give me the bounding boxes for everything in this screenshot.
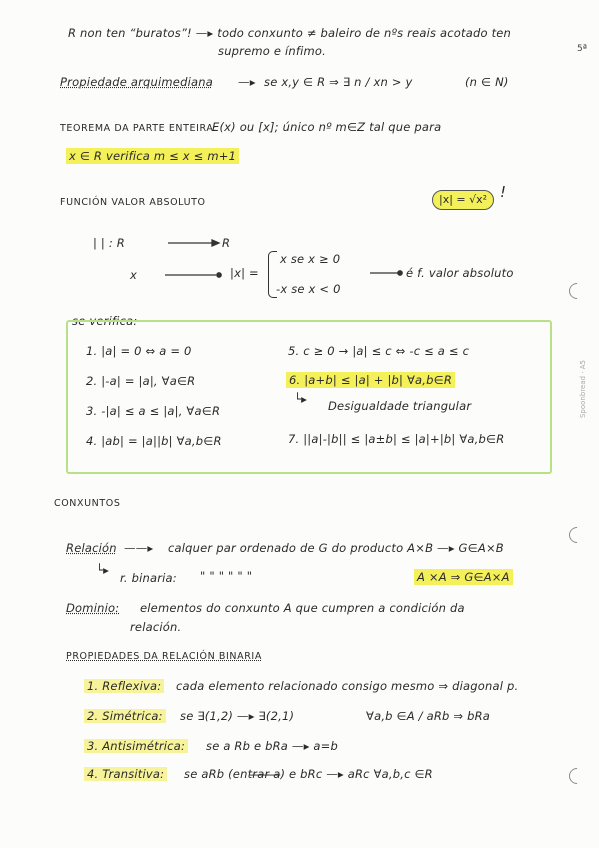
property-6: 6. |a+b| ≤ |a| + |b| ∀a,b∈R — [286, 372, 455, 388]
intro-line-2: supremo e ínfimo. — [218, 44, 327, 58]
property-3: 3. -|a| ≤ a ≤ |a|, ∀a∈R — [86, 404, 221, 418]
binary-arrow: └▸ — [96, 563, 110, 577]
punch-hole — [566, 765, 589, 788]
absolute-value-label: FUNCIÓN VALOR ABSOLUTO — [60, 197, 206, 208]
sets-title: CONXUNTOS — [54, 498, 121, 509]
se-verifica-label: se verifica: — [72, 314, 138, 328]
case-negative: -x se x < 0 — [276, 282, 341, 296]
integer-part-body: E(x) ou [x]; único nº m∈Z tal que para — [212, 120, 442, 134]
map-arrow-top-head — [212, 240, 219, 246]
map-target: R — [222, 236, 231, 250]
property-7: 7. ||a|-|b|| ≤ |a±b| ≤ |a|+|b| ∀a,b∈R — [288, 432, 505, 446]
triangle-note-arrow: └▸ — [294, 392, 308, 406]
integer-part-label: TEOREMA DA PARTE ENTEIRA: — [60, 123, 218, 134]
archimedean-body: se x,y ∈ R ⇒ ∃ n / xn > y — [264, 75, 413, 89]
transitive-body: se aRb (entr̶a̶r̶ ̶a̶) e bRc —▸ aRc ∀a,b,c ∈R — [184, 767, 433, 781]
binary-label: r. binaria: — [120, 571, 177, 585]
domain-label: Dominio: — [66, 601, 120, 615]
absolute-value-description: é f. valor absoluto — [406, 266, 514, 280]
paper-brand-stamp: Spoonbread · A5 — [579, 360, 587, 419]
domain-body-2: relación. — [130, 620, 182, 634]
binary-formula: A ×A ⇒ G∈A×A — [414, 569, 513, 585]
property-2: 2. |-a| = |a|, ∀a∈R — [86, 374, 196, 388]
map-variable: x — [130, 268, 138, 282]
relation-label: Relación — [66, 541, 117, 555]
margin-note: 5ª — [577, 44, 587, 54]
archimedean-label: Propiedade arquimediana — [60, 75, 213, 89]
absolute-value-formula: |x| = √x² — [432, 190, 494, 210]
punch-hole — [566, 280, 589, 303]
binary-ditto: " " " " " " — [200, 569, 253, 583]
relation-arrow: ——▸ — [124, 541, 154, 555]
intro-line-1: R non ten “buratos”! —▸ todo conxunto ≠ baleiro de nºs reais acotado ten — [68, 26, 512, 40]
case-nonnegative: x se x ≥ 0 — [280, 252, 341, 266]
map-definition: | | : R — [93, 236, 125, 250]
archimedean-arrow: —▸ — [238, 75, 256, 89]
property-5: 5. c ≥ 0 → |a| ≤ c ⇔ -c ≤ a ≤ c — [288, 344, 470, 358]
property-4: 4. |ab| = |a||b| ∀a,b∈R — [86, 434, 222, 448]
symmetric-label: 2. Simétrica: — [84, 709, 166, 723]
punch-hole — [566, 524, 589, 547]
reflexive-body: cada elemento relacionado consigo mesmo ⇒ diagonal p. — [176, 679, 519, 693]
antisymmetric-label: 3. Antisimétrica: — [84, 739, 188, 753]
relation-body: calquer par ordenado de G do producto A×B —▸ G∈A×B — [168, 541, 504, 555]
property-6-note: Desigualdade triangular — [328, 399, 472, 413]
symmetric-body: se ∃(1,2) —▸ ∃(2,1) — [180, 709, 295, 723]
symmetric-tail: ∀a,b ∈A / aRb ⇒ bRa — [366, 709, 491, 723]
archimedean-domain: (n ∈ N) — [465, 75, 509, 89]
binary-properties-title: PROPIEDADES DA RELACIÓN BINARIA — [66, 651, 262, 662]
reflexive-label: 1. Reflexiva: — [84, 679, 164, 693]
transitive-label: 4. Transitiva: — [84, 767, 167, 781]
integer-part-condition: x ∈ R verifica m ≤ x ≤ m+1 — [66, 148, 239, 164]
property-1: 1. |a| = 0 ⇔ a = 0 — [86, 344, 192, 358]
map-arrow-bottom-head — [217, 273, 221, 277]
domain-body: elementos do conxunto A que cumpren a condición da — [140, 601, 465, 615]
antisymmetric-body: se a Rb e bRa —▸ a=b — [206, 739, 339, 753]
map-abs-eq: |x| = — [230, 266, 259, 280]
description-arrow-head — [398, 271, 402, 275]
exclamation-mark: ! — [500, 183, 507, 201]
